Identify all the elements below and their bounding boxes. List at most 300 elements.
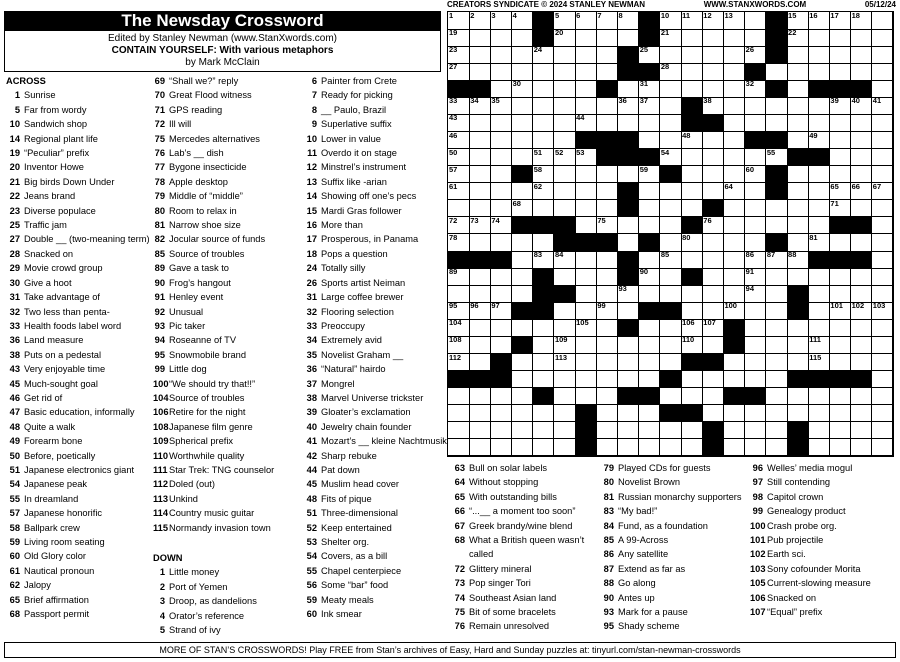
- grid-cell[interactable]: 22: [787, 29, 809, 47]
- grid-cell[interactable]: [490, 166, 512, 184]
- grid-cell[interactable]: [512, 251, 534, 269]
- grid-cell[interactable]: 102: [851, 302, 873, 320]
- grid-cell[interactable]: 89: [448, 268, 470, 286]
- grid-cell[interactable]: 30: [512, 80, 534, 98]
- grid-cell[interactable]: [872, 354, 894, 372]
- grid-cell[interactable]: 60: [745, 166, 767, 184]
- grid-cell[interactable]: [469, 268, 491, 286]
- grid-cell[interactable]: [723, 149, 745, 167]
- grid-cell[interactable]: [554, 302, 576, 320]
- grid-cell[interactable]: [533, 132, 555, 150]
- grid-cell[interactable]: [490, 46, 512, 64]
- grid-cell[interactable]: [533, 422, 555, 440]
- grid-cell[interactable]: 17: [829, 12, 851, 30]
- grid-cell[interactable]: [512, 319, 534, 337]
- grid-cell[interactable]: [575, 183, 597, 201]
- grid-cell[interactable]: [490, 285, 512, 303]
- crossword-grid[interactable]: [447, 11, 894, 457]
- grid-cell[interactable]: 96: [469, 302, 491, 320]
- grid-cell[interactable]: [872, 63, 894, 81]
- grid-cell[interactable]: [618, 234, 640, 252]
- grid-cell[interactable]: [469, 166, 491, 184]
- grid-cell[interactable]: [575, 217, 597, 235]
- grid-cell[interactable]: [490, 132, 512, 150]
- grid-cell[interactable]: [490, 439, 512, 457]
- grid-cell[interactable]: [702, 63, 724, 81]
- grid-cell[interactable]: [702, 388, 724, 406]
- grid-cell[interactable]: [575, 371, 597, 389]
- grid-cell[interactable]: [448, 388, 470, 406]
- grid-cell[interactable]: [575, 388, 597, 406]
- grid-cell[interactable]: 88: [787, 251, 809, 269]
- grid-cell[interactable]: [851, 405, 873, 423]
- grid-cell[interactable]: [851, 132, 873, 150]
- grid-cell[interactable]: [723, 251, 745, 269]
- grid-cell[interactable]: 40: [851, 97, 873, 115]
- grid-cell[interactable]: 11: [681, 12, 703, 30]
- grid-cell[interactable]: [808, 405, 830, 423]
- grid-cell[interactable]: [554, 388, 576, 406]
- grid-cell[interactable]: [808, 63, 830, 81]
- grid-cell[interactable]: [512, 422, 534, 440]
- grid-cell[interactable]: 95: [448, 302, 470, 320]
- grid-cell[interactable]: [723, 63, 745, 81]
- grid-cell[interactable]: [702, 29, 724, 47]
- grid-cell[interactable]: [766, 354, 788, 372]
- grid-cell[interactable]: [723, 46, 745, 64]
- grid-cell[interactable]: [702, 405, 724, 423]
- grid-cell[interactable]: 43: [448, 114, 470, 132]
- grid-cell[interactable]: [533, 200, 555, 218]
- grid-cell[interactable]: [448, 405, 470, 423]
- grid-cell[interactable]: 71: [829, 200, 851, 218]
- grid-cell[interactable]: [490, 234, 512, 252]
- grid-cell[interactable]: [533, 439, 555, 457]
- grid-cell[interactable]: [766, 439, 788, 457]
- grid-cell[interactable]: [681, 388, 703, 406]
- grid-cell[interactable]: [490, 268, 512, 286]
- grid-cell[interactable]: 73: [469, 217, 491, 235]
- grid-cell[interactable]: [872, 405, 894, 423]
- grid-cell[interactable]: [702, 149, 724, 167]
- grid-cell[interactable]: [660, 114, 682, 132]
- grid-cell[interactable]: [512, 29, 534, 47]
- grid-cell[interactable]: 110: [681, 336, 703, 354]
- grid-cell[interactable]: [512, 63, 534, 81]
- grid-cell[interactable]: [554, 439, 576, 457]
- grid-cell[interactable]: [469, 200, 491, 218]
- grid-cell[interactable]: [723, 422, 745, 440]
- grid-cell[interactable]: [533, 354, 555, 372]
- grid-cell[interactable]: [639, 200, 661, 218]
- grid-cell[interactable]: [766, 63, 788, 81]
- grid-cell[interactable]: [639, 183, 661, 201]
- grid-cell[interactable]: 99: [596, 302, 618, 320]
- grid-cell[interactable]: [745, 422, 767, 440]
- grid-cell[interactable]: [512, 354, 534, 372]
- grid-cell[interactable]: 109: [554, 336, 576, 354]
- grid-cell[interactable]: [554, 405, 576, 423]
- grid-cell[interactable]: [723, 405, 745, 423]
- grid-cell[interactable]: 83: [533, 251, 555, 269]
- grid-cell[interactable]: [681, 302, 703, 320]
- grid-cell[interactable]: [575, 200, 597, 218]
- grid-cell[interactable]: [596, 183, 618, 201]
- grid-cell[interactable]: 105: [575, 319, 597, 337]
- grid-cell[interactable]: [851, 268, 873, 286]
- grid-cell[interactable]: [702, 336, 724, 354]
- grid-cell[interactable]: [681, 80, 703, 98]
- grid-cell[interactable]: [639, 439, 661, 457]
- grid-cell[interactable]: 2: [469, 12, 491, 30]
- grid-cell[interactable]: [660, 336, 682, 354]
- grid-cell[interactable]: [660, 422, 682, 440]
- grid-cell[interactable]: 66: [851, 183, 873, 201]
- grid-cell[interactable]: [829, 234, 851, 252]
- grid-cell[interactable]: [872, 319, 894, 337]
- grid-cell[interactable]: 1: [448, 12, 470, 30]
- grid-cell[interactable]: [490, 388, 512, 406]
- grid-cell[interactable]: 46: [448, 132, 470, 150]
- grid-cell[interactable]: [469, 114, 491, 132]
- grid-cell[interactable]: [596, 371, 618, 389]
- grid-cell[interactable]: [872, 29, 894, 47]
- grid-cell[interactable]: [829, 166, 851, 184]
- grid-cell[interactable]: [851, 114, 873, 132]
- grid-cell[interactable]: [872, 80, 894, 98]
- grid-cell[interactable]: [745, 371, 767, 389]
- grid-cell[interactable]: [575, 251, 597, 269]
- grid-cell[interactable]: [723, 114, 745, 132]
- grid-cell[interactable]: 32: [745, 80, 767, 98]
- grid-cell[interactable]: 101: [829, 302, 851, 320]
- grid-cell[interactable]: [787, 46, 809, 64]
- grid-cell[interactable]: [681, 285, 703, 303]
- grid-cell[interactable]: [723, 97, 745, 115]
- grid-cell[interactable]: [787, 183, 809, 201]
- grid-cell[interactable]: [681, 371, 703, 389]
- grid-cell[interactable]: [554, 97, 576, 115]
- grid-cell[interactable]: [723, 80, 745, 98]
- grid-cell[interactable]: [596, 405, 618, 423]
- grid-cell[interactable]: 41: [872, 97, 894, 115]
- grid-cell[interactable]: [618, 80, 640, 98]
- grid-cell[interactable]: [723, 200, 745, 218]
- grid-cell[interactable]: [829, 405, 851, 423]
- grid-cell[interactable]: 100: [723, 302, 745, 320]
- grid-cell[interactable]: [829, 354, 851, 372]
- grid-cell[interactable]: [660, 319, 682, 337]
- grid-cell[interactable]: [808, 97, 830, 115]
- grid-cell[interactable]: [723, 354, 745, 372]
- grid-cell[interactable]: [851, 354, 873, 372]
- grid-cell[interactable]: 64: [723, 183, 745, 201]
- grid-cell[interactable]: [745, 336, 767, 354]
- grid-cell[interactable]: [469, 132, 491, 150]
- grid-cell[interactable]: 87: [766, 251, 788, 269]
- grid-cell[interactable]: [702, 285, 724, 303]
- grid-cell[interactable]: 19: [448, 29, 470, 47]
- grid-cell[interactable]: [808, 200, 830, 218]
- grid-cell[interactable]: [554, 183, 576, 201]
- grid-cell[interactable]: [808, 439, 830, 457]
- grid-cell[interactable]: 6: [575, 12, 597, 30]
- grid-cell[interactable]: [554, 371, 576, 389]
- grid-cell[interactable]: 37: [639, 97, 661, 115]
- grid-cell[interactable]: [766, 268, 788, 286]
- grid-cell[interactable]: [872, 439, 894, 457]
- grid-cell[interactable]: [681, 422, 703, 440]
- grid-cell[interactable]: [723, 217, 745, 235]
- grid-cell[interactable]: [702, 371, 724, 389]
- grid-cell[interactable]: [639, 114, 661, 132]
- grid-cell[interactable]: 27: [448, 63, 470, 81]
- grid-cell[interactable]: [596, 63, 618, 81]
- grid-cell[interactable]: [533, 63, 555, 81]
- grid-cell[interactable]: [533, 80, 555, 98]
- grid-cell[interactable]: [702, 268, 724, 286]
- grid-cell[interactable]: 103: [872, 302, 894, 320]
- grid-cell[interactable]: [554, 114, 576, 132]
- grid-cell[interactable]: [639, 132, 661, 150]
- grid-cell[interactable]: 44: [575, 114, 597, 132]
- grid-cell[interactable]: [808, 302, 830, 320]
- grid-cell[interactable]: 108: [448, 336, 470, 354]
- grid-cell[interactable]: 38: [702, 97, 724, 115]
- grid-cell[interactable]: [829, 63, 851, 81]
- grid-cell[interactable]: [596, 166, 618, 184]
- grid-cell[interactable]: [681, 251, 703, 269]
- grid-cell[interactable]: [745, 12, 767, 30]
- grid-cell[interactable]: [512, 132, 534, 150]
- grid-cell[interactable]: [787, 405, 809, 423]
- grid-cell[interactable]: 112: [448, 354, 470, 372]
- grid-cell[interactable]: [766, 285, 788, 303]
- grid-cell[interactable]: [829, 29, 851, 47]
- grid-cell[interactable]: [702, 302, 724, 320]
- grid-cell[interactable]: [829, 388, 851, 406]
- grid-cell[interactable]: [787, 114, 809, 132]
- grid-cell[interactable]: [766, 97, 788, 115]
- grid-cell[interactable]: [723, 234, 745, 252]
- grid-cell[interactable]: 113: [554, 354, 576, 372]
- grid-cell[interactable]: [745, 302, 767, 320]
- grid-cell[interactable]: [469, 405, 491, 423]
- grid-cell[interactable]: [554, 80, 576, 98]
- grid-cell[interactable]: 97: [490, 302, 512, 320]
- grid-cell[interactable]: [766, 388, 788, 406]
- grid-cell[interactable]: [681, 149, 703, 167]
- grid-cell[interactable]: [872, 251, 894, 269]
- grid-cell[interactable]: [596, 268, 618, 286]
- grid-cell[interactable]: 51: [533, 149, 555, 167]
- grid-cell[interactable]: 62: [533, 183, 555, 201]
- grid-cell[interactable]: [787, 132, 809, 150]
- grid-cell[interactable]: [851, 388, 873, 406]
- grid-cell[interactable]: [872, 371, 894, 389]
- grid-cell[interactable]: [766, 405, 788, 423]
- grid-cell[interactable]: [660, 217, 682, 235]
- grid-cell[interactable]: 90: [639, 268, 661, 286]
- grid-cell[interactable]: [618, 336, 640, 354]
- grid-cell[interactable]: [745, 354, 767, 372]
- grid-cell[interactable]: [575, 268, 597, 286]
- grid-cell[interactable]: [829, 285, 851, 303]
- grid-cell[interactable]: [808, 217, 830, 235]
- grid-cell[interactable]: [723, 439, 745, 457]
- grid-cell[interactable]: [512, 149, 534, 167]
- grid-cell[interactable]: [618, 114, 640, 132]
- grid-cell[interactable]: [787, 234, 809, 252]
- grid-cell[interactable]: [490, 200, 512, 218]
- grid-cell[interactable]: [681, 439, 703, 457]
- grid-cell[interactable]: [448, 439, 470, 457]
- grid-cell[interactable]: [490, 319, 512, 337]
- grid-cell[interactable]: [469, 29, 491, 47]
- grid-cell[interactable]: 61: [448, 183, 470, 201]
- grid-cell[interactable]: [787, 268, 809, 286]
- grid-cell[interactable]: [639, 217, 661, 235]
- grid-cell[interactable]: [681, 200, 703, 218]
- grid-cell[interactable]: [808, 422, 830, 440]
- grid-cell[interactable]: [851, 200, 873, 218]
- grid-cell[interactable]: 25: [639, 46, 661, 64]
- grid-cell[interactable]: 75: [596, 217, 618, 235]
- grid-cell[interactable]: [872, 268, 894, 286]
- grid-cell[interactable]: [639, 371, 661, 389]
- grid-cell[interactable]: [596, 251, 618, 269]
- grid-cell[interactable]: [533, 371, 555, 389]
- grid-cell[interactable]: [660, 388, 682, 406]
- grid-cell[interactable]: [469, 183, 491, 201]
- grid-cell[interactable]: [829, 336, 851, 354]
- grid-cell[interactable]: [766, 200, 788, 218]
- grid-cell[interactable]: 94: [745, 285, 767, 303]
- grid-cell[interactable]: [660, 80, 682, 98]
- grid-cell[interactable]: [723, 268, 745, 286]
- grid-cell[interactable]: [618, 439, 640, 457]
- grid-cell[interactable]: [872, 149, 894, 167]
- grid-cell[interactable]: [490, 183, 512, 201]
- grid-cell[interactable]: [554, 200, 576, 218]
- grid-cell[interactable]: [618, 217, 640, 235]
- grid-cell[interactable]: 106: [681, 319, 703, 337]
- grid-cell[interactable]: [469, 354, 491, 372]
- grid-cell[interactable]: 36: [618, 97, 640, 115]
- grid-cell[interactable]: [745, 97, 767, 115]
- grid-cell[interactable]: [490, 336, 512, 354]
- grid-cell[interactable]: 33: [448, 97, 470, 115]
- grid-cell[interactable]: [512, 97, 534, 115]
- grid-cell[interactable]: 5: [554, 12, 576, 30]
- grid-cell[interactable]: [618, 302, 640, 320]
- grid-cell[interactable]: [681, 63, 703, 81]
- grid-cell[interactable]: [618, 422, 640, 440]
- grid-cell[interactable]: [787, 388, 809, 406]
- grid-cell[interactable]: [512, 234, 534, 252]
- grid-cell[interactable]: [872, 422, 894, 440]
- grid-cell[interactable]: [872, 200, 894, 218]
- grid-cell[interactable]: [829, 114, 851, 132]
- grid-cell[interactable]: [660, 285, 682, 303]
- grid-cell[interactable]: [766, 302, 788, 320]
- grid-cell[interactable]: [639, 354, 661, 372]
- grid-cell[interactable]: [829, 422, 851, 440]
- grid-cell[interactable]: [745, 405, 767, 423]
- grid-cell[interactable]: [851, 166, 873, 184]
- grid-cell[interactable]: [808, 285, 830, 303]
- grid-cell[interactable]: 21: [660, 29, 682, 47]
- grid-cell[interactable]: [575, 29, 597, 47]
- grid-cell[interactable]: [872, 114, 894, 132]
- grid-cell[interactable]: [723, 29, 745, 47]
- grid-cell[interactable]: [596, 97, 618, 115]
- grid-cell[interactable]: [872, 12, 894, 30]
- grid-cell[interactable]: [787, 97, 809, 115]
- grid-cell[interactable]: 12: [702, 12, 724, 30]
- grid-cell[interactable]: 91: [745, 268, 767, 286]
- grid-cell[interactable]: 93: [618, 285, 640, 303]
- grid-cell[interactable]: [681, 46, 703, 64]
- grid-cell[interactable]: [575, 336, 597, 354]
- grid-cell[interactable]: [512, 183, 534, 201]
- grid-cell[interactable]: [618, 29, 640, 47]
- grid-cell[interactable]: 34: [469, 97, 491, 115]
- grid-cell[interactable]: [723, 166, 745, 184]
- grid-cell[interactable]: [533, 336, 555, 354]
- grid-cell[interactable]: 3: [490, 12, 512, 30]
- grid-cell[interactable]: 18: [851, 12, 873, 30]
- grid-cell[interactable]: [575, 80, 597, 98]
- grid-cell[interactable]: [851, 422, 873, 440]
- grid-cell[interactable]: [766, 371, 788, 389]
- grid-cell[interactable]: [660, 354, 682, 372]
- grid-cell[interactable]: [554, 166, 576, 184]
- grid-cell[interactable]: [554, 46, 576, 64]
- grid-cell[interactable]: [745, 234, 767, 252]
- grid-cell[interactable]: 28: [660, 63, 682, 81]
- grid-cell[interactable]: [872, 46, 894, 64]
- grid-cell[interactable]: 57: [448, 166, 470, 184]
- grid-cell[interactable]: [702, 46, 724, 64]
- grid-cell[interactable]: 104: [448, 319, 470, 337]
- grid-cell[interactable]: [745, 439, 767, 457]
- grid-cell[interactable]: 35: [490, 97, 512, 115]
- grid-cell[interactable]: [702, 183, 724, 201]
- grid-cell[interactable]: [490, 63, 512, 81]
- grid-cell[interactable]: [745, 29, 767, 47]
- grid-cell[interactable]: [787, 354, 809, 372]
- grid-cell[interactable]: [829, 268, 851, 286]
- grid-cell[interactable]: [533, 319, 555, 337]
- grid-cell[interactable]: [766, 217, 788, 235]
- grid-cell[interactable]: [490, 80, 512, 98]
- grid-cell[interactable]: [575, 46, 597, 64]
- grid-cell[interactable]: [533, 97, 555, 115]
- grid-cell[interactable]: [829, 46, 851, 64]
- grid-cell[interactable]: [787, 319, 809, 337]
- grid-cell[interactable]: [639, 422, 661, 440]
- grid-cell[interactable]: 68: [512, 200, 534, 218]
- grid-cell[interactable]: 49: [808, 132, 830, 150]
- grid-cell[interactable]: 84: [554, 251, 576, 269]
- grid-cell[interactable]: [596, 336, 618, 354]
- grid-cell[interactable]: [639, 319, 661, 337]
- grid-cell[interactable]: [660, 97, 682, 115]
- grid-cell[interactable]: [512, 405, 534, 423]
- grid-cell[interactable]: 54: [660, 149, 682, 167]
- grid-cell[interactable]: [448, 422, 470, 440]
